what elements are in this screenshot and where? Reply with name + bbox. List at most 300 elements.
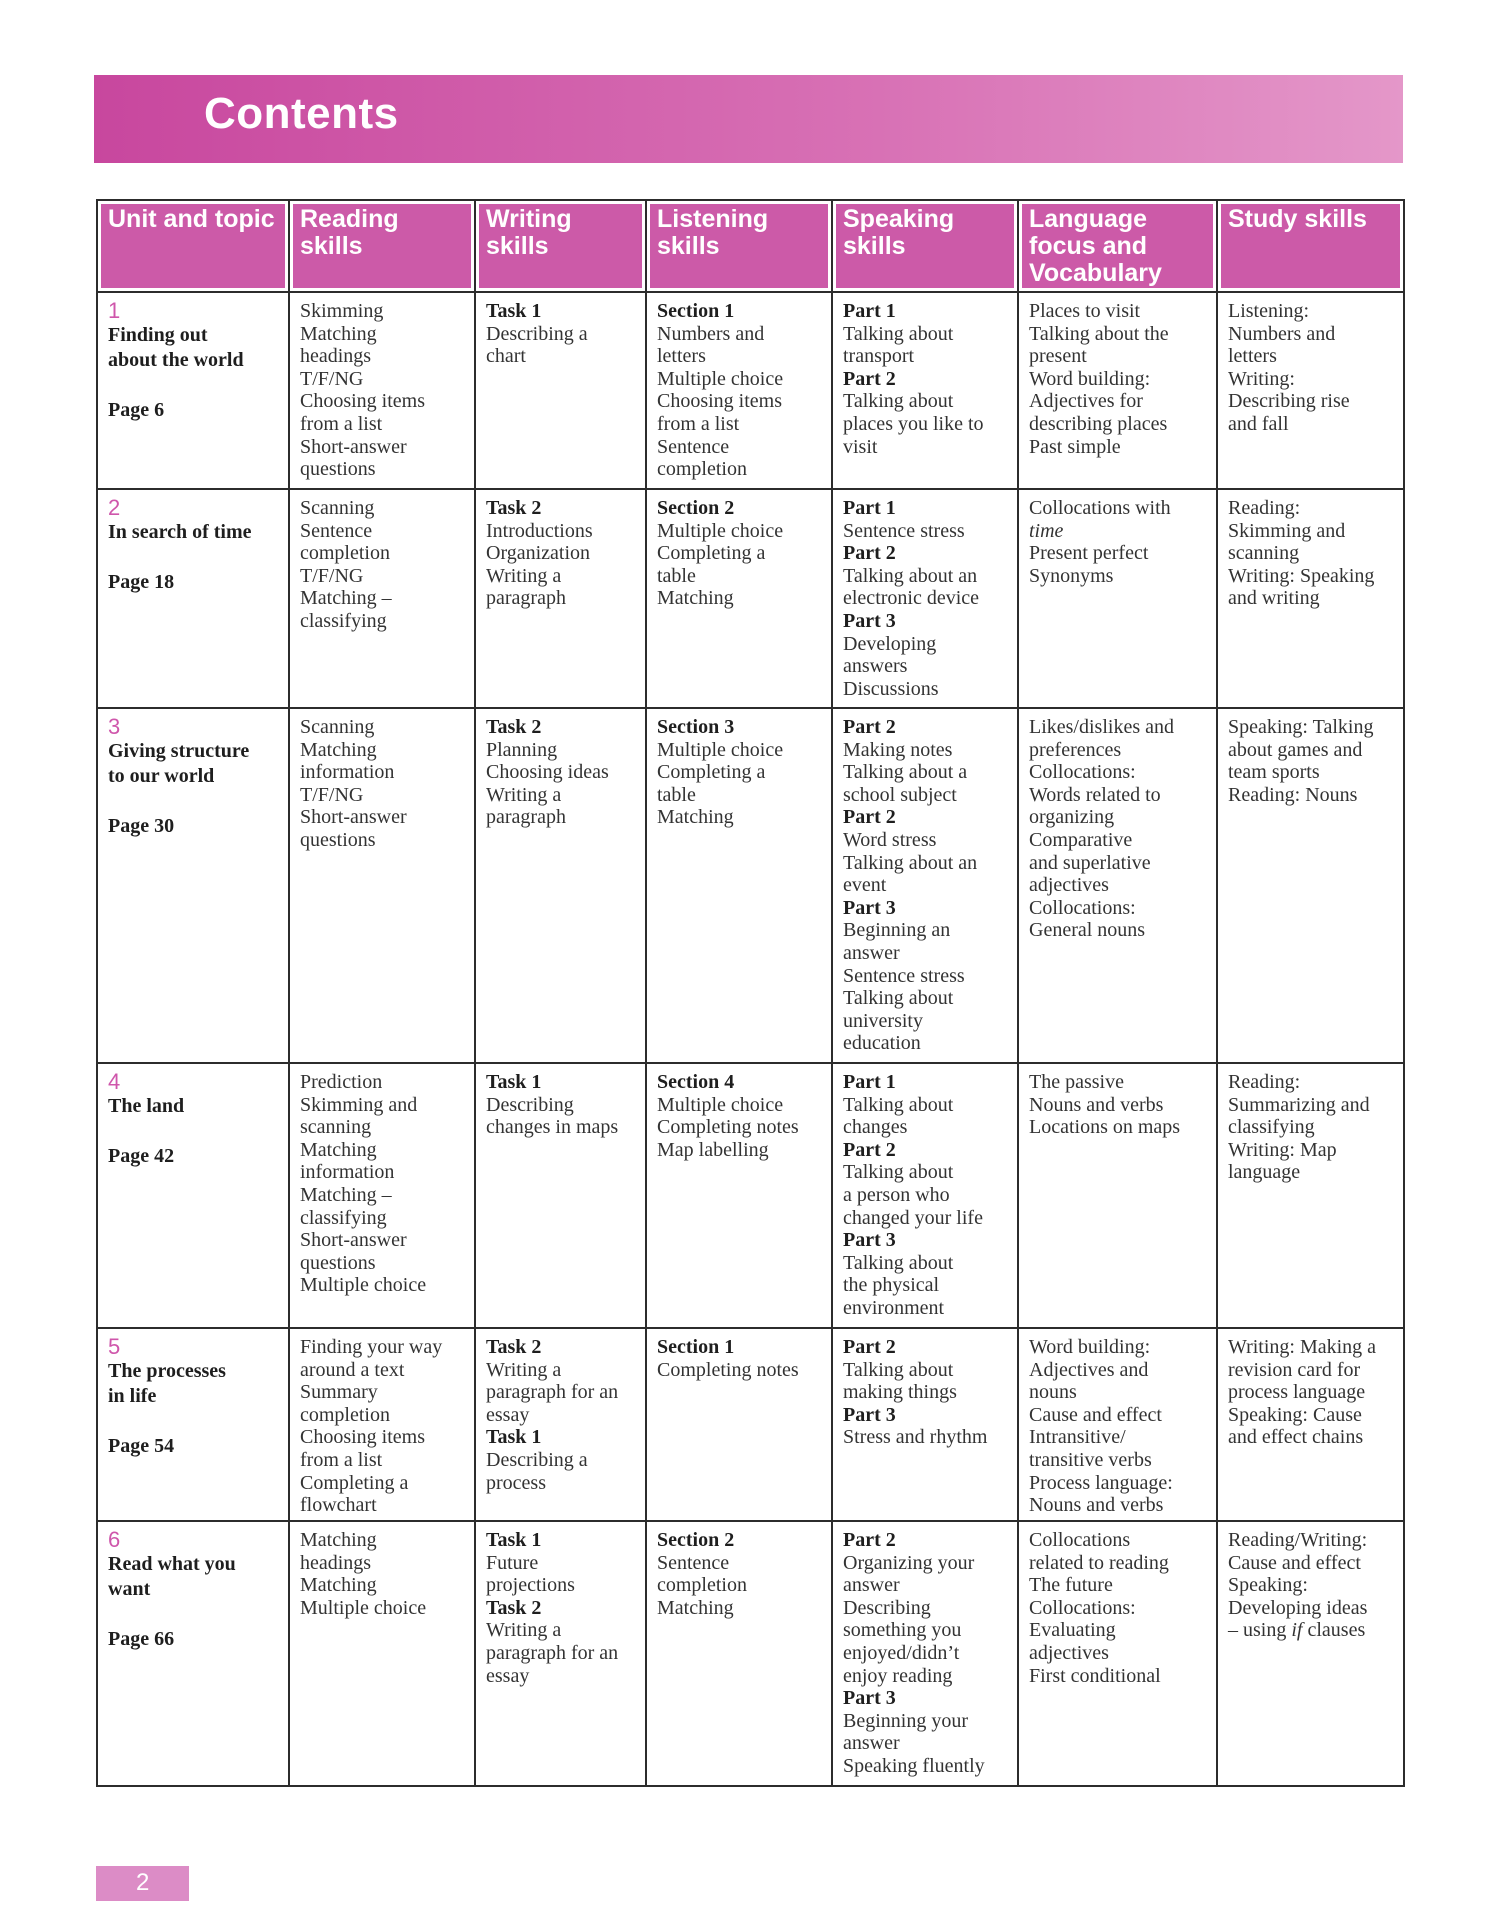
study-item: Reading: xyxy=(1228,497,1301,519)
speaking-item: Speaking fluently xyxy=(843,1754,985,1777)
unit-title-line: want xyxy=(108,1578,151,1600)
reading-item: Choosing items xyxy=(300,390,426,413)
listening-item: Multiple choice xyxy=(657,367,784,390)
listening-item: letters xyxy=(657,345,706,368)
study-item-segment: Speaking: xyxy=(1228,1574,1308,1597)
language-item: Talking about the xyxy=(1029,322,1169,345)
listening-cell xyxy=(646,1521,832,1786)
unit-title-line: Read what you xyxy=(108,1553,236,1575)
reading-item: completion xyxy=(300,542,390,565)
speaking-item: Talking about xyxy=(843,987,954,1010)
speaking-subheading: Part 3 xyxy=(843,1687,896,1710)
column-header-listening: Listening skills xyxy=(646,200,832,292)
language-item: time xyxy=(1029,519,1064,542)
language-item: Cause and effect xyxy=(1029,1403,1162,1426)
speaking-item: education xyxy=(843,1032,921,1055)
speaking-cell xyxy=(832,1521,1018,1786)
speaking-subheading: Part 2 xyxy=(843,716,896,738)
speaking-item: Talking about xyxy=(843,1161,954,1184)
reading-item: questions xyxy=(300,1251,376,1274)
listening-item: Multiple choice xyxy=(657,738,784,761)
reading-item: classifying xyxy=(300,1206,387,1229)
language-cell xyxy=(1018,1063,1217,1328)
speaking-item: a person who xyxy=(843,1183,950,1206)
unit-title-line: in life xyxy=(108,1385,157,1407)
study-item: scanning xyxy=(1228,542,1300,565)
language-item: Adjectives and xyxy=(1029,1358,1149,1381)
speaking-item: the physical xyxy=(843,1274,940,1297)
writing-cell xyxy=(475,1521,646,1786)
writing-subheading: Task 2 xyxy=(486,497,542,519)
reading-item: Sentence xyxy=(300,519,373,542)
reading-item: headings xyxy=(300,1551,372,1574)
study-item: Summarizing and xyxy=(1228,1093,1370,1116)
writing-item: Describing xyxy=(486,1093,574,1116)
study-item: Writing: Speaking xyxy=(1228,564,1375,587)
language-item: Past simple xyxy=(1029,435,1121,458)
language-item: Nouns and verbs xyxy=(1029,1093,1164,1116)
unit-number: 6 xyxy=(108,1527,121,1552)
table-body xyxy=(97,292,1404,1786)
listening-item: table xyxy=(657,783,696,806)
writing-item: Writing a xyxy=(486,783,562,806)
language-item: Nouns and verbs xyxy=(1029,1494,1164,1517)
column-header-study: Study skills xyxy=(1217,200,1404,292)
speaking-item: making things xyxy=(843,1381,957,1404)
table-row xyxy=(97,292,1404,489)
writing-cell xyxy=(475,1328,646,1521)
language-item: Collocations: xyxy=(1029,761,1136,784)
speaking-item: Making notes xyxy=(843,738,953,761)
writing-cell xyxy=(475,292,646,489)
unit-number: 4 xyxy=(108,1069,121,1094)
language-item: Synonyms xyxy=(1029,564,1114,587)
study-item: and writing xyxy=(1228,587,1320,610)
reading-cell xyxy=(289,708,475,1063)
speaking-subheading: Part 1 xyxy=(843,300,896,322)
reading-item: Skimming and xyxy=(300,1093,418,1116)
language-item: describing places xyxy=(1029,412,1168,435)
language-item: Word building: xyxy=(1029,1336,1151,1358)
speaking-item: event xyxy=(843,874,887,897)
speaking-item: school subject xyxy=(843,783,957,806)
listening-item: Completing notes xyxy=(657,1358,799,1381)
study-item: Reading: xyxy=(1228,1071,1301,1093)
study-item xyxy=(1228,1597,1397,1620)
speaking-item: electronic device xyxy=(843,587,980,610)
reading-item: Choosing items xyxy=(300,1426,426,1449)
speaking-subheading: Part 1 xyxy=(843,1071,896,1093)
writing-item: paragraph for an xyxy=(486,1381,619,1404)
language-cell xyxy=(1018,708,1217,1063)
reading-item: from a list xyxy=(300,1448,383,1471)
unit-page-ref: Page 66 xyxy=(108,1628,175,1650)
column-header-language: Language focus and Vocabulary xyxy=(1018,200,1217,292)
speaking-item: Beginning an xyxy=(843,919,951,942)
speaking-cell xyxy=(832,1063,1018,1328)
language-item: adjectives xyxy=(1029,1641,1109,1664)
reading-item: Completing a xyxy=(300,1471,409,1494)
unit-page-ref: Page 30 xyxy=(108,815,175,837)
table-row xyxy=(97,1521,1404,1786)
reading-item: information xyxy=(300,761,395,784)
listening-cell xyxy=(646,708,832,1063)
language-cell xyxy=(1018,1328,1217,1521)
reading-item: Prediction xyxy=(300,1071,383,1093)
speaking-item: Word stress xyxy=(843,828,937,851)
language-item: The passive xyxy=(1029,1071,1124,1093)
writing-subheading: Task 1 xyxy=(486,300,542,322)
unit-page-ref: Page 42 xyxy=(108,1145,175,1167)
speaking-subheading: Part 2 xyxy=(843,1336,896,1358)
language-item: Evaluating xyxy=(1029,1619,1116,1642)
unit-page-ref: Page 18 xyxy=(108,571,175,593)
study-cell xyxy=(1217,489,1404,708)
unit-cell xyxy=(97,489,289,708)
writing-cell xyxy=(475,1063,646,1328)
listening-item: Completing a xyxy=(657,761,766,784)
speaking-item: answers xyxy=(843,655,908,678)
speaking-subheading: Part 3 xyxy=(843,609,896,632)
reading-item: questions xyxy=(300,828,376,851)
writing-subheading: Task 1 xyxy=(486,1529,542,1551)
language-item: Locations on maps xyxy=(1029,1116,1181,1139)
study-item: Reading: Nouns xyxy=(1228,783,1358,806)
study-item: classifying xyxy=(1228,1116,1315,1139)
study-item xyxy=(1228,1574,1397,1597)
reading-item: Matching – xyxy=(300,1183,392,1206)
unit-title-line: about the world xyxy=(108,349,244,371)
table-row xyxy=(97,1063,1404,1328)
language-cell xyxy=(1018,489,1217,708)
page-title: Contents xyxy=(204,89,399,138)
study-item xyxy=(1228,1552,1397,1575)
reading-item: Matching xyxy=(300,322,377,345)
study-cell xyxy=(1217,1063,1404,1328)
speaking-item: something you xyxy=(843,1619,962,1642)
listening-item: Matching xyxy=(657,587,734,610)
unit-cell xyxy=(97,708,289,1063)
contents-table xyxy=(96,199,1405,1787)
speaking-subheading: Part 3 xyxy=(843,1229,896,1252)
unit-number: 3 xyxy=(108,714,121,739)
study-cell xyxy=(1217,708,1404,1063)
contents-banner xyxy=(94,75,1403,163)
writing-item: Describing a xyxy=(486,1448,588,1471)
reading-item: flowchart xyxy=(300,1494,377,1517)
language-item: Collocations xyxy=(1029,1529,1131,1551)
language-cell xyxy=(1018,292,1217,489)
listening-subheading: Section 2 xyxy=(657,1529,735,1551)
language-item: Collocations: xyxy=(1029,1596,1136,1619)
study-item: Listening: xyxy=(1228,300,1310,322)
speaking-item: answer xyxy=(843,1574,900,1597)
speaking-item: answer xyxy=(843,1732,900,1755)
listening-item: Sentence xyxy=(657,435,730,458)
study-item: language xyxy=(1228,1161,1301,1184)
speaking-item: university xyxy=(843,1009,923,1032)
language-item: Word building: xyxy=(1029,367,1151,390)
study-cell xyxy=(1217,292,1404,489)
listening-item: from a list xyxy=(657,412,740,435)
language-item: Places to visit xyxy=(1029,300,1141,322)
speaking-item: Talking about a xyxy=(843,761,968,784)
speaking-item: transport xyxy=(843,345,915,368)
study-item: Speaking: Talking xyxy=(1228,716,1374,738)
listening-cell xyxy=(646,292,832,489)
reading-item: Summary xyxy=(300,1381,378,1404)
speaking-cell xyxy=(832,1328,1018,1521)
reading-item: T/F/NG xyxy=(300,783,364,806)
language-item: and superlative xyxy=(1029,851,1151,874)
writing-item: process xyxy=(486,1471,546,1494)
unit-number: 1 xyxy=(108,298,121,323)
speaking-subheading: Part 3 xyxy=(843,896,896,919)
speaking-cell xyxy=(832,489,1018,708)
speaking-subheading: Part 3 xyxy=(843,1403,896,1426)
reading-item: Skimming xyxy=(300,300,384,322)
table-header-row xyxy=(97,200,1404,292)
speaking-item: Talking about xyxy=(843,1251,954,1274)
language-item: Collocations with xyxy=(1029,497,1171,519)
speaking-item: Sentence stress xyxy=(843,519,965,542)
reading-item: around a text xyxy=(300,1358,405,1381)
writing-subheading: Task 1 xyxy=(486,1426,542,1449)
study-item: Describing rise xyxy=(1228,390,1350,413)
study-item: process language xyxy=(1228,1381,1366,1404)
unit-number: 5 xyxy=(108,1334,121,1359)
language-item: The future xyxy=(1029,1574,1113,1597)
study-item: and fall xyxy=(1228,412,1289,435)
writing-item: Describing a xyxy=(486,322,588,345)
writing-item: Planning xyxy=(486,738,558,761)
writing-item: Writing a xyxy=(486,1619,562,1642)
language-item: adjectives xyxy=(1029,874,1109,897)
language-item: Collocations: xyxy=(1029,896,1136,919)
column-header-writing: Writing skills xyxy=(475,200,646,292)
listening-item: Matching xyxy=(657,806,734,829)
speaking-item: places you like to xyxy=(843,412,984,435)
reading-item: information xyxy=(300,1161,395,1184)
language-item: nouns xyxy=(1029,1381,1077,1404)
page-number: 2 xyxy=(136,1869,150,1896)
listening-cell xyxy=(646,489,832,708)
language-item: Comparative xyxy=(1029,828,1133,851)
speaking-subheading: Part 2 xyxy=(843,542,896,565)
unit-title-line: to our world xyxy=(108,765,215,787)
reading-item: Multiple choice xyxy=(300,1274,427,1297)
writing-item: Writing a xyxy=(486,1358,562,1381)
listening-item: Map labelling xyxy=(657,1138,769,1161)
listening-item: Numbers and xyxy=(657,322,765,345)
listening-item: Sentence xyxy=(657,1551,730,1574)
language-item: General nouns xyxy=(1029,919,1146,942)
unit-cell xyxy=(97,1521,289,1786)
writing-item: Organization xyxy=(486,542,591,565)
speaking-item: Stress and rhythm xyxy=(843,1426,988,1449)
speaking-item: visit xyxy=(843,435,878,458)
reading-item: Matching xyxy=(300,1574,377,1597)
speaking-item: Talking about xyxy=(843,390,954,413)
writing-item: essay xyxy=(486,1403,530,1426)
listening-item: Multiple choice xyxy=(657,1093,784,1116)
unit-title-line: In search of time xyxy=(108,521,252,543)
unit-cell xyxy=(97,1063,289,1328)
listening-subheading: Section 4 xyxy=(657,1071,735,1093)
study-item-segment: if xyxy=(1291,1619,1303,1642)
listening-item: Multiple choice xyxy=(657,519,784,542)
unit-page-ref: Page 6 xyxy=(108,399,165,421)
speaking-subheading: Part 2 xyxy=(843,1138,896,1161)
language-item: related to reading xyxy=(1029,1551,1169,1574)
language-item: organizing xyxy=(1029,806,1115,829)
writing-cell xyxy=(475,708,646,1063)
speaking-item: Talking about xyxy=(843,1093,954,1116)
unit-page-ref: Page 54 xyxy=(108,1435,175,1457)
study-item: revision card for xyxy=(1228,1358,1361,1381)
language-item: preferences xyxy=(1029,738,1122,761)
listening-item: Matching xyxy=(657,1596,734,1619)
reading-item: Scanning xyxy=(300,497,375,519)
reading-cell xyxy=(289,1328,475,1521)
speaking-item: Discussions xyxy=(843,677,939,700)
study-item: Numbers and xyxy=(1228,322,1336,345)
study-item: Writing: xyxy=(1228,367,1295,390)
reading-item: Short-answer xyxy=(300,435,407,458)
reading-item: T/F/NG xyxy=(300,564,364,587)
speaking-item: Talking about xyxy=(843,1358,954,1381)
speaking-cell xyxy=(832,708,1018,1063)
language-item: Adjectives for xyxy=(1029,390,1143,413)
reading-item: Multiple choice xyxy=(300,1596,427,1619)
language-item: present xyxy=(1029,345,1087,368)
reading-cell xyxy=(289,1063,475,1328)
writing-item: paragraph xyxy=(486,587,566,610)
speaking-subheading: Part 2 xyxy=(843,367,896,390)
speaking-item: changed your life xyxy=(843,1206,983,1229)
study-item: Writing: Map xyxy=(1228,1138,1337,1161)
listening-item: completion xyxy=(657,458,747,481)
unit-cell xyxy=(97,292,289,489)
language-item: transitive verbs xyxy=(1029,1448,1152,1471)
speaking-item: enjoy reading xyxy=(843,1664,953,1687)
language-cell xyxy=(1018,1521,1217,1786)
speaking-item: changes xyxy=(843,1116,908,1139)
column-header-unit: Unit and topic xyxy=(97,200,289,292)
study-item-segment: Reading/Writing: xyxy=(1228,1529,1368,1551)
speaking-subheading: Part 2 xyxy=(843,806,896,829)
reading-cell xyxy=(289,1521,475,1786)
speaking-subheading: Part 1 xyxy=(843,497,896,519)
speaking-item: Organizing your xyxy=(843,1551,975,1574)
reading-item: completion xyxy=(300,1403,390,1426)
language-item: Intransitive/ xyxy=(1029,1426,1126,1449)
reading-cell xyxy=(289,489,475,708)
reading-item: Scanning xyxy=(300,716,375,738)
reading-item: Short-answer xyxy=(300,806,407,829)
speaking-item: Developing xyxy=(843,632,937,655)
study-item-segment: – using xyxy=(1228,1619,1292,1642)
listening-subheading: Section 2 xyxy=(657,497,735,519)
reading-item: Matching – xyxy=(300,587,392,610)
listening-subheading: Section 3 xyxy=(657,716,735,738)
writing-item: paragraph xyxy=(486,806,566,829)
listening-item: table xyxy=(657,564,696,587)
speaking-item: Describing xyxy=(843,1596,931,1619)
reading-item: scanning xyxy=(300,1116,372,1139)
language-item: Present perfect xyxy=(1029,542,1149,565)
speaking-item: Talking about an xyxy=(843,851,978,874)
speaking-item: Talking about an xyxy=(843,564,978,587)
listening-cell xyxy=(646,1328,832,1521)
writing-item: Choosing ideas xyxy=(486,761,609,784)
unit-title-line: Giving structure xyxy=(108,740,250,762)
unit-title-line: The land xyxy=(108,1095,185,1117)
reading-item: questions xyxy=(300,458,376,481)
reading-item: Short-answer xyxy=(300,1229,407,1252)
listening-subheading: Section 1 xyxy=(657,300,735,322)
language-item: Words related to xyxy=(1029,783,1161,806)
writing-item: Writing a xyxy=(486,564,562,587)
writing-item: paragraph for an xyxy=(486,1641,619,1664)
study-item: letters xyxy=(1228,345,1277,368)
speaking-item: Beginning your xyxy=(843,1709,968,1732)
study-item: team sports xyxy=(1228,761,1320,784)
reading-item: classifying xyxy=(300,609,387,632)
study-item xyxy=(1228,1619,1397,1642)
speaking-item: answer xyxy=(843,941,900,964)
study-item-segment: Developing ideas xyxy=(1228,1596,1368,1619)
unit-title-line: The processes xyxy=(108,1360,226,1382)
reading-item: from a list xyxy=(300,412,383,435)
writing-item: projections xyxy=(486,1574,575,1597)
writing-subheading: Task 2 xyxy=(486,1596,542,1619)
speaking-item: Sentence stress xyxy=(843,964,965,987)
study-item: Speaking: Cause xyxy=(1228,1403,1362,1426)
unit-cell xyxy=(97,1328,289,1521)
writing-item: essay xyxy=(486,1664,530,1687)
listening-item: Completing a xyxy=(657,542,766,565)
study-item: Writing: Making a xyxy=(1228,1336,1377,1358)
reading-item: Matching xyxy=(300,1529,377,1551)
speaking-subheading: Part 2 xyxy=(843,1529,896,1551)
writing-subheading: Task 1 xyxy=(486,1071,542,1093)
speaking-cell xyxy=(832,292,1018,489)
study-item: about games and xyxy=(1228,738,1363,761)
language-item: First conditional xyxy=(1029,1664,1161,1687)
listening-item: Completing notes xyxy=(657,1116,799,1139)
reading-item: Matching xyxy=(300,738,377,761)
writing-item: Future xyxy=(486,1551,539,1574)
study-item-segment: Cause and effect xyxy=(1228,1551,1361,1574)
reading-item: T/F/NG xyxy=(300,367,364,390)
column-header-reading: Reading skills xyxy=(289,200,475,292)
reading-cell xyxy=(289,292,475,489)
writing-item: changes in maps xyxy=(486,1116,619,1139)
speaking-item: Talking about xyxy=(843,322,954,345)
reading-item: Matching xyxy=(300,1138,377,1161)
unit-title-line: Finding out xyxy=(108,324,208,346)
listening-cell xyxy=(646,1063,832,1328)
unit-number: 2 xyxy=(108,495,121,520)
writing-subheading: Task 2 xyxy=(486,1336,542,1358)
language-item: Process language: xyxy=(1029,1471,1173,1494)
study-item: and effect chains xyxy=(1228,1426,1364,1449)
table-row xyxy=(97,708,1404,1063)
study-item xyxy=(1228,1529,1397,1552)
speaking-item: environment xyxy=(843,1296,945,1319)
listening-item: completion xyxy=(657,1574,747,1597)
